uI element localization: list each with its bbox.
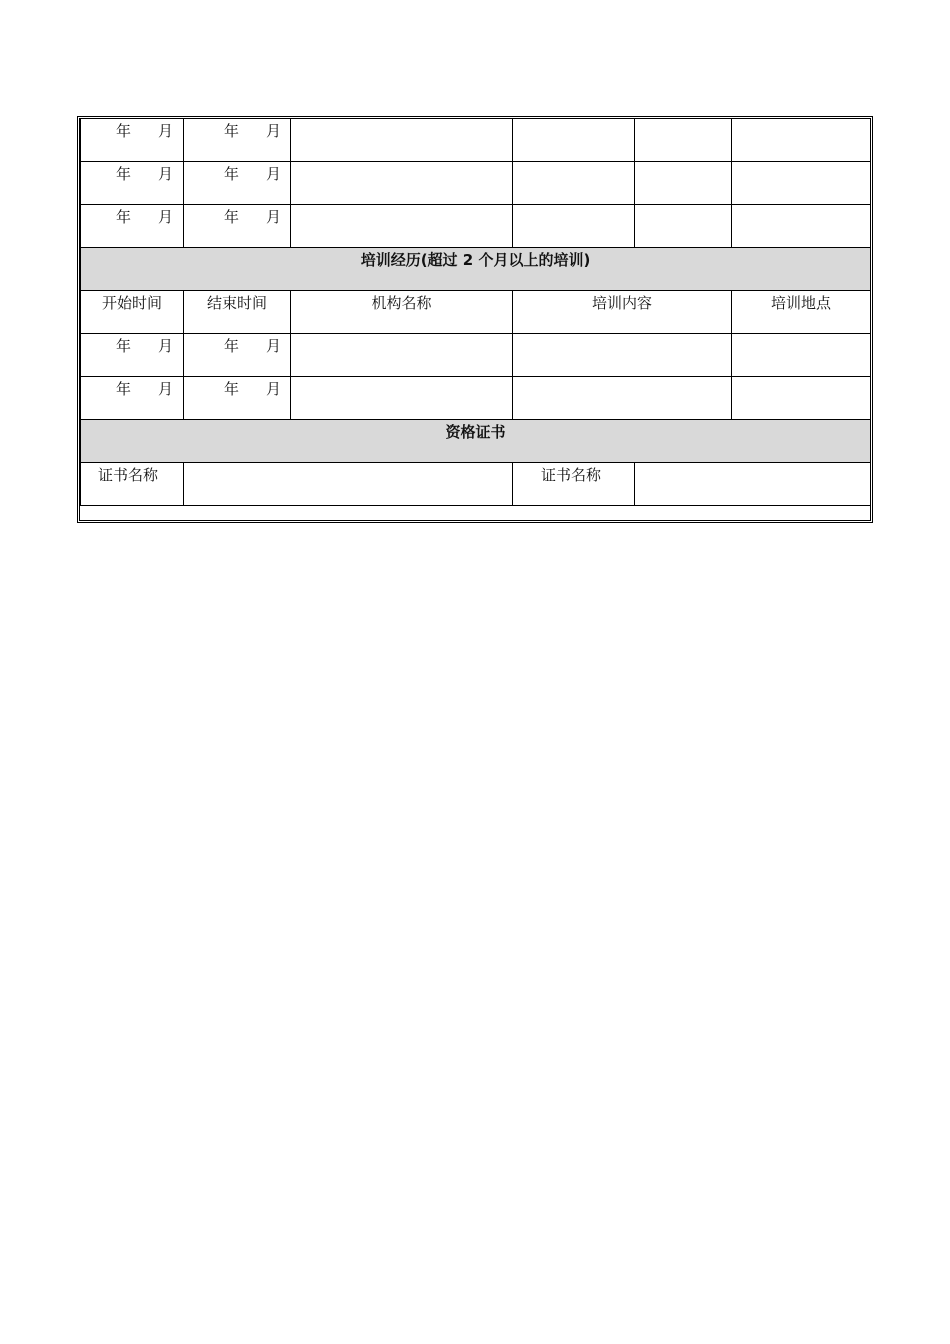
training-content-cell[interactable] xyxy=(513,377,732,420)
blank-cell[interactable] xyxy=(291,205,513,248)
start-date-cell[interactable]: 年 月 xyxy=(81,205,184,248)
certificate-section-row xyxy=(81,420,871,463)
certificate-label-1: 证书名称 xyxy=(81,463,184,506)
certificate-value-1[interactable] xyxy=(184,463,513,506)
institution-cell[interactable] xyxy=(291,377,513,420)
end-date-cell[interactable]: 年 月 xyxy=(184,162,291,205)
blank-cell[interactable] xyxy=(291,162,513,205)
start-date-cell[interactable]: 年 月 xyxy=(81,119,184,162)
institution-cell[interactable] xyxy=(291,334,513,377)
start-date-cell[interactable]: 年 月 xyxy=(81,162,184,205)
training-location-cell[interactable] xyxy=(732,377,871,420)
start-date-cell[interactable]: 年 月 xyxy=(81,377,184,420)
header-training-location: 培训地点 xyxy=(732,291,871,334)
blank-cell[interactable] xyxy=(513,119,635,162)
blank-cell[interactable] xyxy=(513,162,635,205)
table-row xyxy=(81,119,871,162)
start-date-cell[interactable]: 年 月 xyxy=(81,334,184,377)
end-date-cell[interactable]: 年 月 xyxy=(184,205,291,248)
end-date-cell[interactable]: 年 月 xyxy=(184,119,291,162)
header-start-time: 开始时间 xyxy=(81,291,184,334)
certificate-value-2[interactable] xyxy=(635,463,871,506)
header-end-time: 结束时间 xyxy=(184,291,291,334)
training-section-title: 培训经历(超过 2 个月以上的培训) xyxy=(81,248,871,291)
end-date-cell[interactable]: 年 月 xyxy=(184,334,291,377)
table-row xyxy=(81,205,871,248)
blank-cell[interactable] xyxy=(732,162,871,205)
blank-cell[interactable] xyxy=(635,162,732,205)
training-content-cell[interactable] xyxy=(513,334,732,377)
blank-cell[interactable] xyxy=(732,119,871,162)
training-header-row xyxy=(81,291,871,334)
certificate-section-title: 资格证书 xyxy=(81,420,871,463)
header-institution: 机构名称 xyxy=(291,291,513,334)
blank-cell[interactable] xyxy=(635,205,732,248)
table-row xyxy=(81,377,871,420)
end-date-cell[interactable]: 年 月 xyxy=(184,377,291,420)
header-training-content: 培训内容 xyxy=(513,291,732,334)
table-row xyxy=(81,334,871,377)
table-row xyxy=(81,162,871,205)
resume-form-table xyxy=(80,118,871,506)
certificate-label-2: 证书名称 xyxy=(513,463,635,506)
blank-cell[interactable] xyxy=(635,119,732,162)
training-location-cell[interactable] xyxy=(732,334,871,377)
blank-cell[interactable] xyxy=(732,205,871,248)
certificate-row xyxy=(81,463,871,506)
blank-cell[interactable] xyxy=(513,205,635,248)
training-section-row xyxy=(81,248,871,291)
blank-cell[interactable] xyxy=(291,119,513,162)
